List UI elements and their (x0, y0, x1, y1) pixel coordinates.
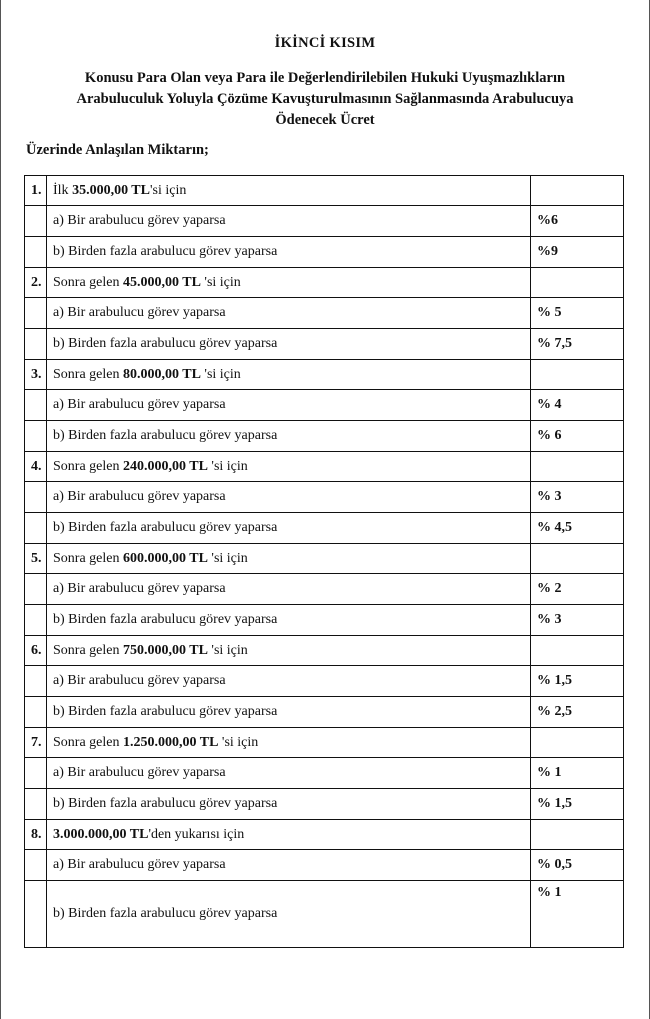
tier-amount: 3.000.000,00 TL (53, 826, 149, 842)
tier-row (25, 452, 624, 482)
option-row (25, 482, 624, 513)
option-row (25, 789, 624, 820)
tier-row (25, 820, 624, 850)
option-number-empty (25, 758, 47, 789)
option-row (25, 298, 624, 329)
option-rate: %6 (531, 206, 624, 237)
option-label: b) Birden fazla arabulucu görev yaparsa (47, 329, 531, 360)
option-number-empty (25, 482, 47, 513)
option-number-empty (25, 206, 47, 237)
option-label: a) Bir arabulucu görev yaparsa (47, 758, 531, 789)
tier-number: 5. (25, 544, 47, 574)
tier-description (47, 820, 531, 850)
option-label: a) Bir arabulucu görev yaparsa (47, 850, 531, 881)
option-number-empty (25, 666, 47, 697)
option-label: b) Birden fazla arabulucu görev yaparsa (47, 421, 531, 452)
option-rate: % 1,5 (531, 789, 624, 820)
tier-prefix: Sonra gelen (53, 550, 123, 566)
option-rate: % 0,5 (531, 850, 624, 881)
tier-description (47, 636, 531, 666)
tier-amount: 80.000,00 TL (122, 366, 201, 382)
option-number-empty (25, 605, 47, 636)
tier-suffix: 'den yukarısı için (148, 826, 245, 842)
document-subtitle (0, 68, 650, 131)
subtitle-line: Konusu Para Olan veya Para ile Değerlendirilebilen Hukuki Uyuşmazlıkların (84, 70, 566, 86)
option-rate: % 1 (531, 881, 624, 948)
option-label: b) Birden fazla arabulucu görev yaparsa (47, 605, 531, 636)
tier-description (47, 360, 531, 390)
part-title: İKİNCİ KISIM (274, 35, 376, 51)
option-rate: % 2 (531, 574, 624, 605)
tier-suffix: 'si için (218, 734, 259, 750)
tier-description (47, 176, 531, 206)
option-number-empty (25, 298, 47, 329)
option-row (25, 513, 624, 544)
tier-number: 8. (25, 820, 47, 850)
tier-row (25, 268, 624, 298)
option-rate: % 5 (531, 298, 624, 329)
option-number-empty (25, 697, 47, 728)
tier-amount: 600.000,00 TL (122, 550, 208, 566)
tier-row (25, 728, 624, 758)
tier-suffix: 'si için (207, 642, 248, 658)
tier-row (25, 636, 624, 666)
option-rate: % 3 (531, 605, 624, 636)
tier-description (47, 452, 531, 482)
option-row (25, 421, 624, 452)
fee-table-body (25, 176, 624, 948)
option-rate: % 2,5 (531, 697, 624, 728)
option-row (25, 850, 624, 881)
option-row (25, 605, 624, 636)
option-rate: % 4 (531, 390, 624, 421)
tier-description (47, 544, 531, 574)
option-number-empty (25, 881, 47, 948)
tier-number: 4. (25, 452, 47, 482)
tier-number: 2. (25, 268, 47, 298)
tier-row (25, 360, 624, 390)
option-number-empty (25, 789, 47, 820)
intro-heading: Üzerinde Anlaşılan Miktarın; (26, 142, 209, 158)
tier-suffix: 'si için (200, 366, 241, 382)
tier-number: 3. (25, 360, 47, 390)
option-number-empty (25, 421, 47, 452)
option-label: a) Bir arabulucu görev yaparsa (47, 206, 531, 237)
subtitle-line: Arabuluculuk Yoluyla Çözüme Kavuşturulmasının Sağlanmasında Arabulucuya (76, 91, 574, 107)
page-edge-left (0, 0, 1, 1019)
tier-rate-empty (531, 820, 624, 850)
option-row (25, 697, 624, 728)
option-number-empty (25, 329, 47, 360)
fee-table (24, 175, 624, 948)
option-label: a) Bir arabulucu görev yaparsa (47, 390, 531, 421)
tier-suffix: 'si için (207, 458, 248, 474)
tier-rate-empty (531, 452, 624, 482)
tier-suffix: 'si için (150, 182, 187, 198)
option-row (25, 329, 624, 360)
tier-suffix: 'si için (207, 550, 248, 566)
tier-rate-empty (531, 268, 624, 298)
tier-prefix: Sonra gelen (53, 366, 123, 382)
option-rate: % 7,5 (531, 329, 624, 360)
option-label: a) Bir arabulucu görev yaparsa (47, 482, 531, 513)
option-rate: % 1 (531, 758, 624, 789)
option-number-empty (25, 390, 47, 421)
tier-suffix: 'si için (200, 274, 241, 290)
tier-prefix: İlk (53, 182, 73, 198)
option-row (25, 574, 624, 605)
tier-description (47, 268, 531, 298)
subtitle-line: Ödenecek Ücret (275, 112, 375, 128)
tier-rate-empty (531, 360, 624, 390)
tier-prefix: Sonra gelen (53, 642, 123, 658)
option-row (25, 881, 624, 948)
option-number-empty (25, 513, 47, 544)
tier-amount: 35.000,00 TL (72, 182, 150, 198)
tier-number: 7. (25, 728, 47, 758)
option-row (25, 758, 624, 789)
tier-number: 6. (25, 636, 47, 666)
tier-row (25, 176, 624, 206)
option-label: b) Birden fazla arabulucu görev yaparsa (47, 513, 531, 544)
tier-prefix: Sonra gelen (53, 458, 123, 474)
option-rate: %9 (531, 237, 624, 268)
option-label: b) Birden fazla arabulucu görev yaparsa (47, 881, 531, 948)
option-number-empty (25, 574, 47, 605)
option-row (25, 666, 624, 697)
tier-row (25, 544, 624, 574)
tier-amount: 1.250.000,00 TL (122, 734, 219, 750)
tier-rate-empty (531, 636, 624, 666)
option-label: b) Birden fazla arabulucu görev yaparsa (47, 237, 531, 268)
option-label: b) Birden fazla arabulucu görev yaparsa (47, 789, 531, 820)
option-rate: % 3 (531, 482, 624, 513)
option-rate: % 4,5 (531, 513, 624, 544)
option-rate: % 6 (531, 421, 624, 452)
option-number-empty (25, 850, 47, 881)
tier-rate-empty (531, 176, 624, 206)
option-number-empty (25, 237, 47, 268)
tier-description (47, 728, 531, 758)
tier-rate-empty (531, 728, 624, 758)
tier-prefix: Sonra gelen (53, 734, 123, 750)
option-row (25, 237, 624, 268)
option-label: b) Birden fazla arabulucu görev yaparsa (47, 697, 531, 728)
tier-amount: 240.000,00 TL (122, 458, 208, 474)
tier-prefix: Sonra gelen (53, 274, 123, 290)
tier-amount: 45.000,00 TL (122, 274, 201, 290)
tier-amount: 750.000,00 TL (122, 642, 208, 658)
option-row (25, 206, 624, 237)
option-row (25, 390, 624, 421)
option-label: a) Bir arabulucu görev yaparsa (47, 298, 531, 329)
option-rate: % 1,5 (531, 666, 624, 697)
tier-rate-empty (531, 544, 624, 574)
tier-number: 1. (25, 176, 47, 206)
option-label: a) Bir arabulucu görev yaparsa (47, 574, 531, 605)
option-label: a) Bir arabulucu görev yaparsa (47, 666, 531, 697)
